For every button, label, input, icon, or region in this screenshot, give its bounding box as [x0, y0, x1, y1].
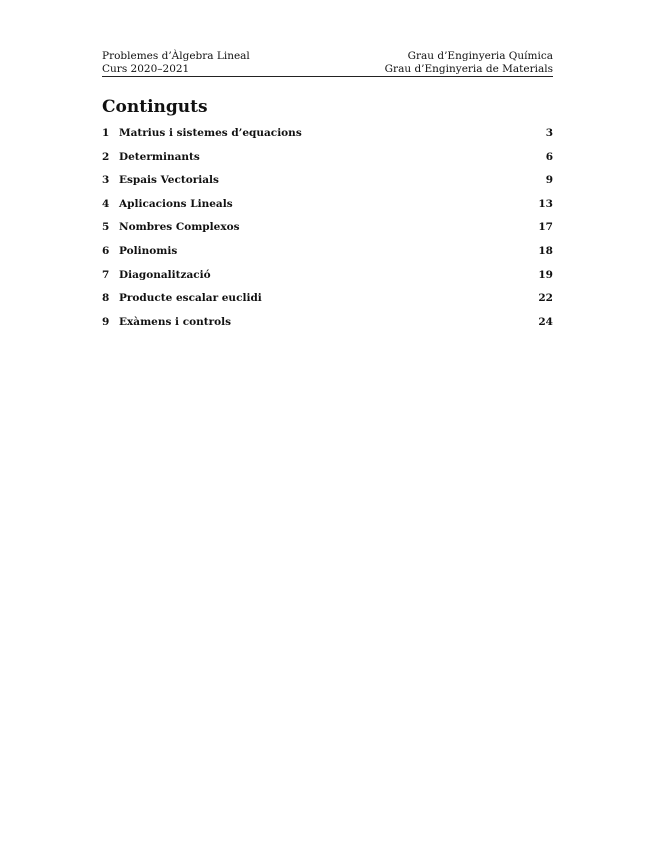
- toc-entry-number: 7: [102, 268, 110, 281]
- toc-entry-title[interactable]: Matrius i sistemes d’equacions: [119, 127, 302, 139]
- toc-title: Continguts: [102, 97, 208, 117]
- toc-entry[interactable]: [102, 290, 553, 314]
- toc-entry-title[interactable]: Exàmens i controls: [119, 315, 232, 328]
- toc-entry-number: 3: [102, 174, 110, 187]
- toc-entry-title[interactable]: Determinants: [119, 150, 200, 163]
- toc-entry-page[interactable]: 24: [538, 315, 553, 328]
- toc-entry-title[interactable]: Producte escalar euclidi: [119, 292, 262, 305]
- header-rule: [102, 76, 553, 77]
- toc-entry[interactable]: [102, 172, 553, 196]
- toc-list: [102, 125, 553, 337]
- toc-entry[interactable]: [102, 196, 553, 220]
- toc-entry-page[interactable]: 9: [545, 174, 553, 187]
- toc-entry-title[interactable]: Aplicacions Lineals: [119, 197, 233, 210]
- toc-entry-number: 5: [102, 221, 110, 234]
- toc-entry[interactable]: [102, 243, 553, 267]
- toc-entry[interactable]: [102, 219, 553, 243]
- header-left: [102, 50, 250, 76]
- toc-entry-title[interactable]: Nombres Complexos: [119, 221, 240, 234]
- toc-entry-number: 1: [102, 127, 110, 139]
- toc-entry[interactable]: [102, 125, 553, 149]
- toc-entry[interactable]: [102, 314, 553, 338]
- academic-year: Curs 2020–2021: [102, 63, 190, 75]
- toc-entry-number: 4: [102, 197, 110, 210]
- toc-entry-page[interactable]: 18: [538, 244, 553, 257]
- toc-entry-page[interactable]: 17: [538, 221, 553, 234]
- toc-entry-page[interactable]: 22: [538, 292, 553, 305]
- degree-materials: Grau d’Enginyeria de Materials: [384, 63, 553, 75]
- toc-entry-title[interactable]: Polinomis: [119, 244, 178, 257]
- toc-entry-title[interactable]: Diagonalització: [119, 268, 211, 281]
- header-right: [385, 50, 553, 76]
- toc-entry-number: 2: [102, 150, 110, 163]
- toc-entry[interactable]: [102, 267, 553, 291]
- degree-chemical: Grau d’Enginyeria Química: [407, 50, 553, 62]
- toc-entry-title[interactable]: Espais Vectorials: [119, 174, 219, 187]
- toc-entry-page[interactable]: 13: [538, 197, 553, 210]
- toc-entry-page[interactable]: 19: [538, 268, 553, 281]
- toc-entry-page[interactable]: 6: [545, 150, 553, 163]
- toc-entry-number: 8: [102, 292, 110, 305]
- toc-entry-number: 9: [102, 315, 110, 328]
- toc-entry-number: 6: [102, 244, 110, 257]
- toc-entry-page[interactable]: 3: [545, 127, 553, 139]
- toc-entry[interactable]: [102, 149, 553, 173]
- course-title: Problemes d’Àlgebra Lineal: [102, 50, 250, 62]
